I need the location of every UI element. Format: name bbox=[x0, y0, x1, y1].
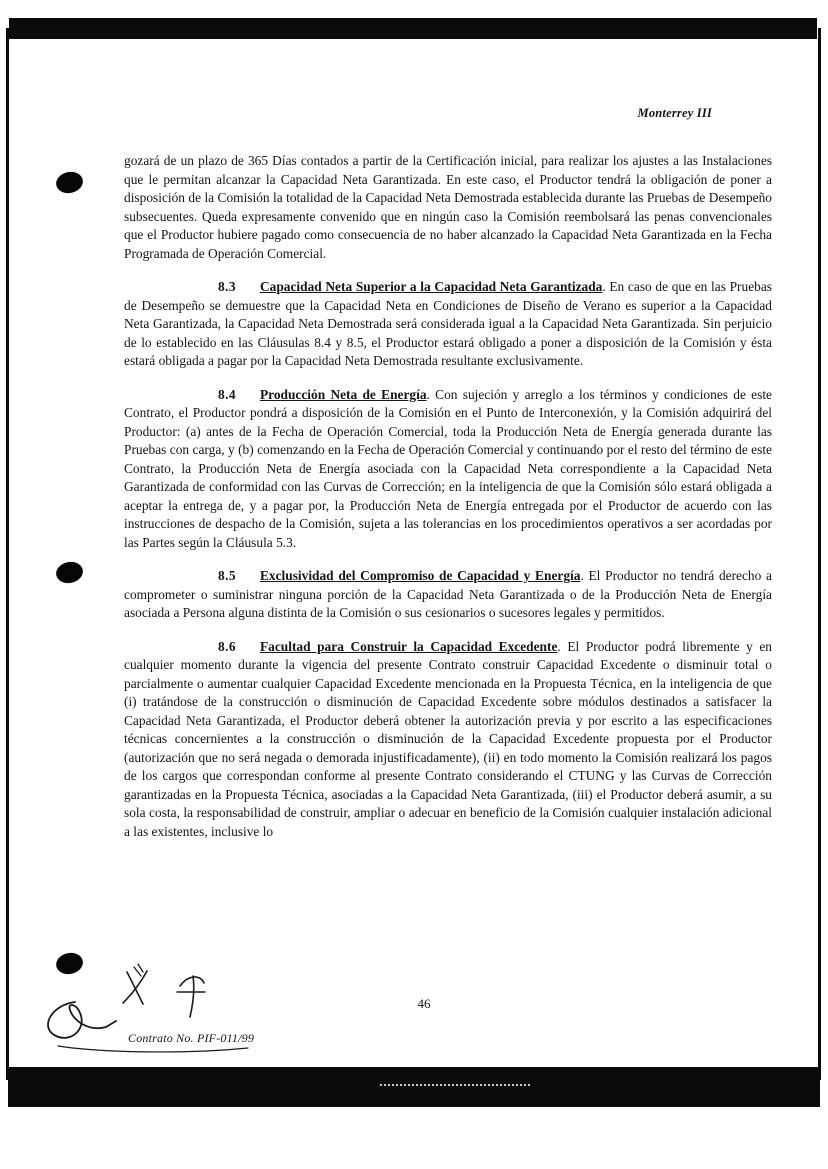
document-header-right: Monterrey III bbox=[637, 106, 712, 120]
section-title: Exclusividad del Compromiso de Capacidad y Energía bbox=[259, 568, 581, 583]
section-8-5 bbox=[124, 567, 772, 623]
section-8-6 bbox=[124, 638, 772, 842]
section-number: 8.3 bbox=[218, 279, 236, 294]
page-number: 46 bbox=[417, 996, 431, 1011]
section-title: Producción Neta de Energía bbox=[259, 386, 427, 402]
section-text: . Con sujeción y arreglo a los términos y condiciones de este Contrato, el Productor pondrá a disposición de la Comisión en el Punto de Interconexión, y la Comisión adquirirá del Productor: (a) antes de la Fecha de Operación Comercial, toda la Producción Neta de Energía generada durante las Pruebas con carga, y (b) comenzando en la Fecha de Operación Comercial y continuando por el resto del término de este Contrato, la Producción Neta de Energía asociada con la Capacidad Neta correspondiente a la Capacidad Neta Garantizada de conformidad con las Curvas de Corrección; en la inteligencia de que la Comisión sólo estará obligada a aceptar la entrega de, y a pagar por, la Producción Neta de Energía entregada por el Productor de acuerdo con las instrucciones de despacho de la Comisión, sujeta a las tolerancias en los procedimientos operativos a ser acordadas por las Partes según la Cláusula 5.3. bbox=[124, 386, 772, 550]
scan-edge-left bbox=[6, 28, 9, 1080]
section-8-4 bbox=[124, 386, 772, 553]
section-title: Facultad para Construir la Capacidad Excedente bbox=[259, 638, 558, 654]
scan-bar-top bbox=[9, 18, 817, 39]
scan-bar-bottom bbox=[8, 1067, 820, 1107]
section-number: 8.6 bbox=[218, 638, 236, 654]
section-8-3 bbox=[124, 278, 772, 371]
section-text: . El Productor podrá libremente y en cualquier momento durante la vigencia del presente Contrato construir Capacidad Excedente o disminuir total o parcialmente o aumentar cualquier Capacidad Excedente mencionada en la Propuesta Técnica, en la inteligencia de que (i) tratándose de la construcción o disminución de Capacidad Excedente sobre módulos destinados a satisfacer la Capacidad Neta Garantizada, el Productor deberá obtener la autorización previa y por escrito a las especificaciones técnicas concernientes a la construcción o disminución de la Capacidad Excedente propuesta por el Productor (autorización que no será negada o demorada injustificadamente), (ii) en todo momento la Comisión realizará los pagos de los cargos que correspondan conforme al presente Contrato considerando el CTUNG y las Curvas de Corrección garantizadas en la Propuesta Técnica, asociadas a la Capacidad Neta Garantizada, (iii) el Productor deberá asumir, a su sola costa, la responsabilidad de construir, ampliar o adecuar en beneficio de la Comisión cualquier instalación adicional a las existentes, inclusive lo bbox=[124, 638, 772, 839]
section-text: . En caso de que en las Pruebas de Desempeño se demuestre que la Capacidad Neta en Condiciones de Diseño de Verano es superior a la Capacidad Neta Garantizada, la Capacidad Neta Demostrada será considerada igual a la Capacidad Neta Garantizada. Sin perjuicio de lo establecido en las Cláusulas 8.4 y 8.5, el Productor estará obligado a poner a disposición de la Comisión y ésta estará obligada a pagar por la Capacidad Neta Demostrada resultante exclusivamente. bbox=[124, 279, 772, 368]
hole-punch-mark bbox=[54, 559, 85, 585]
scan-edge-right bbox=[818, 28, 821, 1080]
section-number: 8.4 bbox=[218, 386, 236, 402]
hole-punch-mark bbox=[54, 169, 85, 195]
scan-artifact-dashes bbox=[380, 1084, 530, 1086]
footer-contract-number: Contrato No. PIF-011/99 bbox=[128, 1031, 255, 1045]
paragraph-continuation: gozará de un plazo de 365 Días contados a partir de la Certificación inicial, para realizar los ajustes a las Instalaciones que le permitan alcanzar la Capacidad Neta Garantizada. En este caso, el Productor tendrá la obligación de poner a disposición de la Comisión la totalidad de la Capacidad Neta Demostrada establecida durante las Pruebas de Desempeño subsecuentes. Queda expresamente convenido que en ningún caso la Comisión reembolsará las penas convencionales que el Productor hubiere pagado como consecuencia de no haber alcanzado la Capacidad Neta Garantizada en la Fecha Programada de Operación Comercial. bbox=[124, 153, 772, 261]
section-title: Capacidad Neta Superior a la Capacidad Neta Garantizada bbox=[259, 279, 603, 294]
section-number: 8.5 bbox=[218, 568, 236, 583]
section-text: . El Productor no tendrá derecho a comprometer o suministrar ninguna porción de la Capacidad Neta Garantizada o de la Producción Neta de Energía asociada a Persona alguna distinta de la Comisión o sus cesionarios o sucesores legales y permitidos. bbox=[124, 568, 772, 620]
document-body bbox=[124, 152, 772, 856]
